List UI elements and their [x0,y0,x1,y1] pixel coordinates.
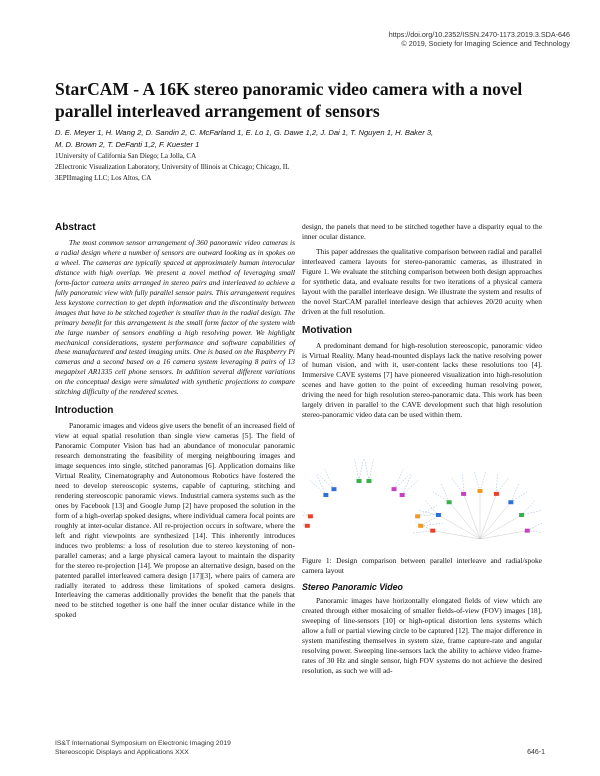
camera-sensor [392,487,397,491]
camera-sensor [478,489,483,493]
view-ray [432,492,449,503]
view-ray [415,522,433,531]
figure-caption: Figure 1: Design comparison between parallel interleave and radial/spoke camera layout [302,556,542,576]
affiliation-1: 1University of California San Diego; La Jolla, CA [55,152,197,160]
camera-sensor [357,479,362,483]
view-ray [441,484,449,502]
view-ray [480,472,486,491]
view-ray [522,511,542,515]
spoke-line [449,502,480,539]
footer-venue [55,740,231,757]
camera-sensor [331,487,336,491]
camera-sensor [400,493,405,497]
view-ray [522,501,536,516]
camera-sensor [305,524,310,528]
copyright-line: © 2019, Society for Imaging Science and Technology [401,39,570,48]
view-ray [394,474,410,489]
camera-sensor [323,493,328,497]
camera-sensor [436,513,441,517]
comparison-paragraph: This paper addresses the qualitative comparison between radial and parallel interleaved camera layouts for stereo-panoramic cameras, as illustrated in Figure 1. We evaluate the stitching comparison between both design approaches for synthetic data, and evaluate results for two iterations of a physical camera layout with the parallel interleave design. We illustrate the system and results of the novel StarCAM parallel interleave design that achieves 20/20 acuity when driven at the full resolution. [302,246,542,316]
view-ray [355,460,359,482]
motivation-paragraph: A predominant demand for high-resolution stereoscopic, panoramic video is Virtual Reality. Many head-mounted displays lack the native resolving power of human vision, and with it, user-content lacks these resolutions too [4]. Immersive CAVE systems [7] have pioneered visualization into high-resolution scenes and have gotten to the point of exceeding human resolving power, driving the need for high resolution stereo-panoramic data. This work has been largely driven in parallel to the CAVE development such that high resolution stereo-panoramic video data can be used within them. [302,340,542,420]
authors-line-2: M. D. Brown 2, T. DeFanti 1,2, F. Kuester 1 [55,139,200,149]
stereo-panoramic-heading: Stereo Panoramic Video [302,582,403,593]
figure-camera-layout [302,431,542,549]
camera-sensor [418,524,423,528]
introduction-heading: Introduction [55,405,114,417]
authors-line-1: D. E. Meyer 1, H. Wang 2, D. Sandin 2, C. McFarland 1, E. Lo 1, G. Dawe 1,2, J. Dai 1, T. Nguyen 1, H. Baker 3, [55,128,434,137]
page-number: 646-1 [527,749,545,756]
view-ray [310,480,326,495]
view-ray [511,484,519,502]
right-column [302,222,542,681]
camera-sensor [508,500,513,504]
paper-title: StarCAM - A 16K stereo panoramic video camera with a novel parallel interleaved arrangement of sensors [55,79,523,121]
camera-sensor [308,515,313,519]
affiliation-3: 3EPIImaging LLC; Los Altos, CA [55,174,152,183]
introduction-continued: design, the panels that need to be stitched together have a disparity equal to the inner ocular distance. [302,222,542,241]
view-ray [511,492,528,503]
stereo-panoramic-paragraph: Panoramic images have horizontally elongated fields of view which are created through either mosaicing of smaller fields-of-view (FOV) images [18], sweeping of line-sensors [10] or high-optical distortion lens systems which allow a full or partial viewing circle to be captured [12]. The major difference in system manifesting themselves in system size, frame capture-rate and angular resolving power. Sweeping line-sensors lack the ability to achieve video frame-rates of 30 Hz and single sensor, high FOV systems do not achieve the desired resolution, as such we will ad- [302,596,542,675]
view-ray [359,460,363,482]
view-ray [325,469,334,489]
view-ray [425,501,439,516]
camera-sensor [519,513,524,517]
camera-sensor [447,500,452,504]
spoke-line [480,494,496,539]
camera-sensor [367,479,372,483]
view-ray [463,474,464,494]
view-ray [369,460,373,482]
view-ray [394,469,403,489]
introduction-paragraph: Panoramic images and videos give users the benefit of an increased field of view at equal spatial resolution than single view cameras [5]. The field of Panoramic Computer Vision has had an abundance of monocular panoramic research demonstrating the feasibility of merging neighbouring images and image sequences into single, stitched panoramas [6]. Application domains like Virtual Reality, Cinematography and Autonomous Robotics have fostered the need to develop stereoscopic systems, capable of capturing, stitching and rendering stereoscopic panoramic views. Industrial camera systems such as the ones by Facebook [13] and Google Jump [2] have proposed the solution in the form of a high-overlap spoked designs, where individual camera focal points are roughly at inter-ocular distance. All re-projection occurs in software, where the left and right viewpoints are synthesized [14]. This inherently introduces induces two problems: a loss of resolution due to stereo keystoning of non-parallel cameras; and a large physical camera layout to maintain the disparity for the stereo re-projection [14]. We propose an alternative design, based on the patented parallel interleaved camera design [17][3], where pairs of camera are radially iterated to address these limitations of spoked camera designs. Interleaving the cameras additionally provides the benefit that the panels that need to be stitched together is one half the inner ocular distance while in the spoked [55,421,295,620]
footer-symposium: IS&T International Symposium on Electronic Imaging 2019 [55,740,231,747]
view-ray [496,478,508,494]
doi-link[interactable]: https://doi.org/10.2352/ISSN.2470-1173.2019.3.SDA-646 [388,30,570,39]
view-ray [318,474,334,489]
footer-conference: Stereoscopic Displays and Applications XXX [55,748,189,756]
view-ray [451,478,463,494]
camera-sensor [494,492,499,496]
spoke-line [464,494,480,539]
affiliations [55,151,555,185]
camera-sensor [525,529,530,533]
view-ray [496,474,497,494]
camera-sensor [461,492,466,496]
view-ray [365,460,369,482]
camera-sensor [430,529,435,533]
view-ray [474,472,480,491]
abstract-text: The most common sensor arrangement of 360 panoramic video cameras is a radial design where a number of sensors are outward looking as in spokes on a wheel. The cameras are typically spaced at approximately human interocular distance with high overlap. We present a novel method of leveraging small form-factor camera units arranged in stereo pairs and interleaved to achieve a fully panoramic view with fully parallel sensor pairs. This arrangement requires less keystone correction to get depth information and the discontinuity between images that have to be stitched together is smaller than in the radial design. The primary benefit for this arrangement is the small form factor of the system with the large number of sensors enabling a high resolving power. We highlight mechanical considerations, system performance and software capabilities of these manufactured and tested imaging units. One is based on the Raspberry Pi cameras and a second based on a 16 camera system leveraging 8 pairs of 13 megapixel AR1335 cell phone sensors. In addition several different variations on the conceptual design were simulated with synthetic projections to compare stitching difficulty of the rendered scenes. [55,238,295,397]
view-ray [402,475,411,495]
view-ray [413,531,433,534]
affiliation-2: 2Electronic Visualization Laboratory, University of Illinois at Chicago; Chicago, IL [55,163,290,172]
abstract-heading: Abstract [55,222,96,233]
view-ray [317,475,326,495]
left-column [55,222,295,625]
view-ray [402,480,418,495]
abstract-section [55,238,295,397]
motivation-heading: Motivation [302,324,352,336]
doi-header [389,30,570,48]
spoke-line [480,502,511,539]
camera-sensor [415,515,420,519]
author-list [55,127,555,150]
view-ray [419,511,439,515]
